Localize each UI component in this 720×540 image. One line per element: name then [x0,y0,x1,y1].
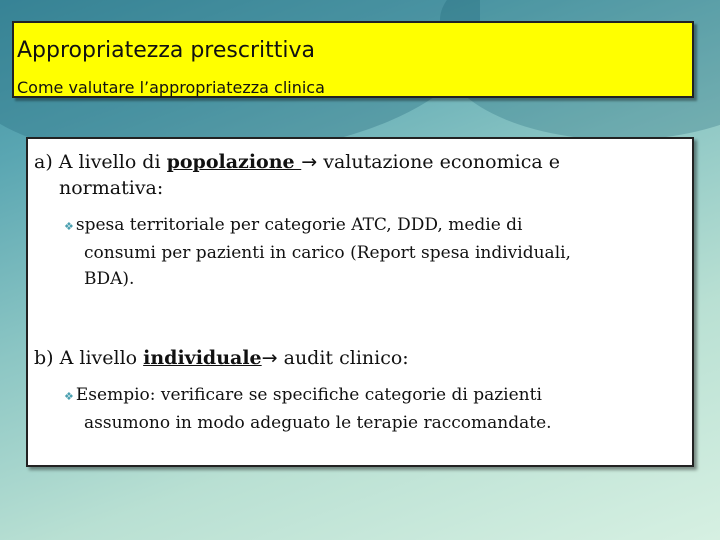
section-b-suffix: audit clinico: [277,347,409,369]
section-b [34,345,674,371]
section-a-suffix: valutazione economica e [317,151,560,173]
arrow-icon: → [261,347,278,369]
section-a [34,149,674,201]
section-a-prefix: a) A livello di [34,151,167,173]
slide-subtitle: Come valutare l’appropriatezza clinica [17,78,325,97]
section-b-keyword: individuale [143,347,262,369]
section-b-bullet-line2: assumono in modo adeguato le terapie raccomandate. [84,413,552,433]
slide-title: Appropriatezza prescrittiva [17,38,315,63]
title-box [12,21,694,98]
section-b-prefix: b) A livello [34,347,144,369]
leaf-bullet-icon: ❖ [64,390,74,403]
leaf-bullet-icon: ❖ [64,220,74,233]
content-box [26,137,694,467]
section-a-keyword: popolazione [166,151,302,173]
section-a-bullet [64,212,679,292]
section-a-bullet-line3: BDA). [84,269,135,289]
section-a-bullet-line2: consumi per pazienti in carico (Report spesa individuali, [84,243,571,263]
section-b-bullet-line1: Esempio: verificare se specifiche categorie di pazienti [75,385,542,405]
arrow-icon: → [301,151,318,173]
section-b-bullet [64,382,679,436]
section-a-continuation: normativa: [59,177,164,199]
section-a-bullet-line1: spesa territoriale per categorie ATC, DDD, medie di [75,215,523,235]
